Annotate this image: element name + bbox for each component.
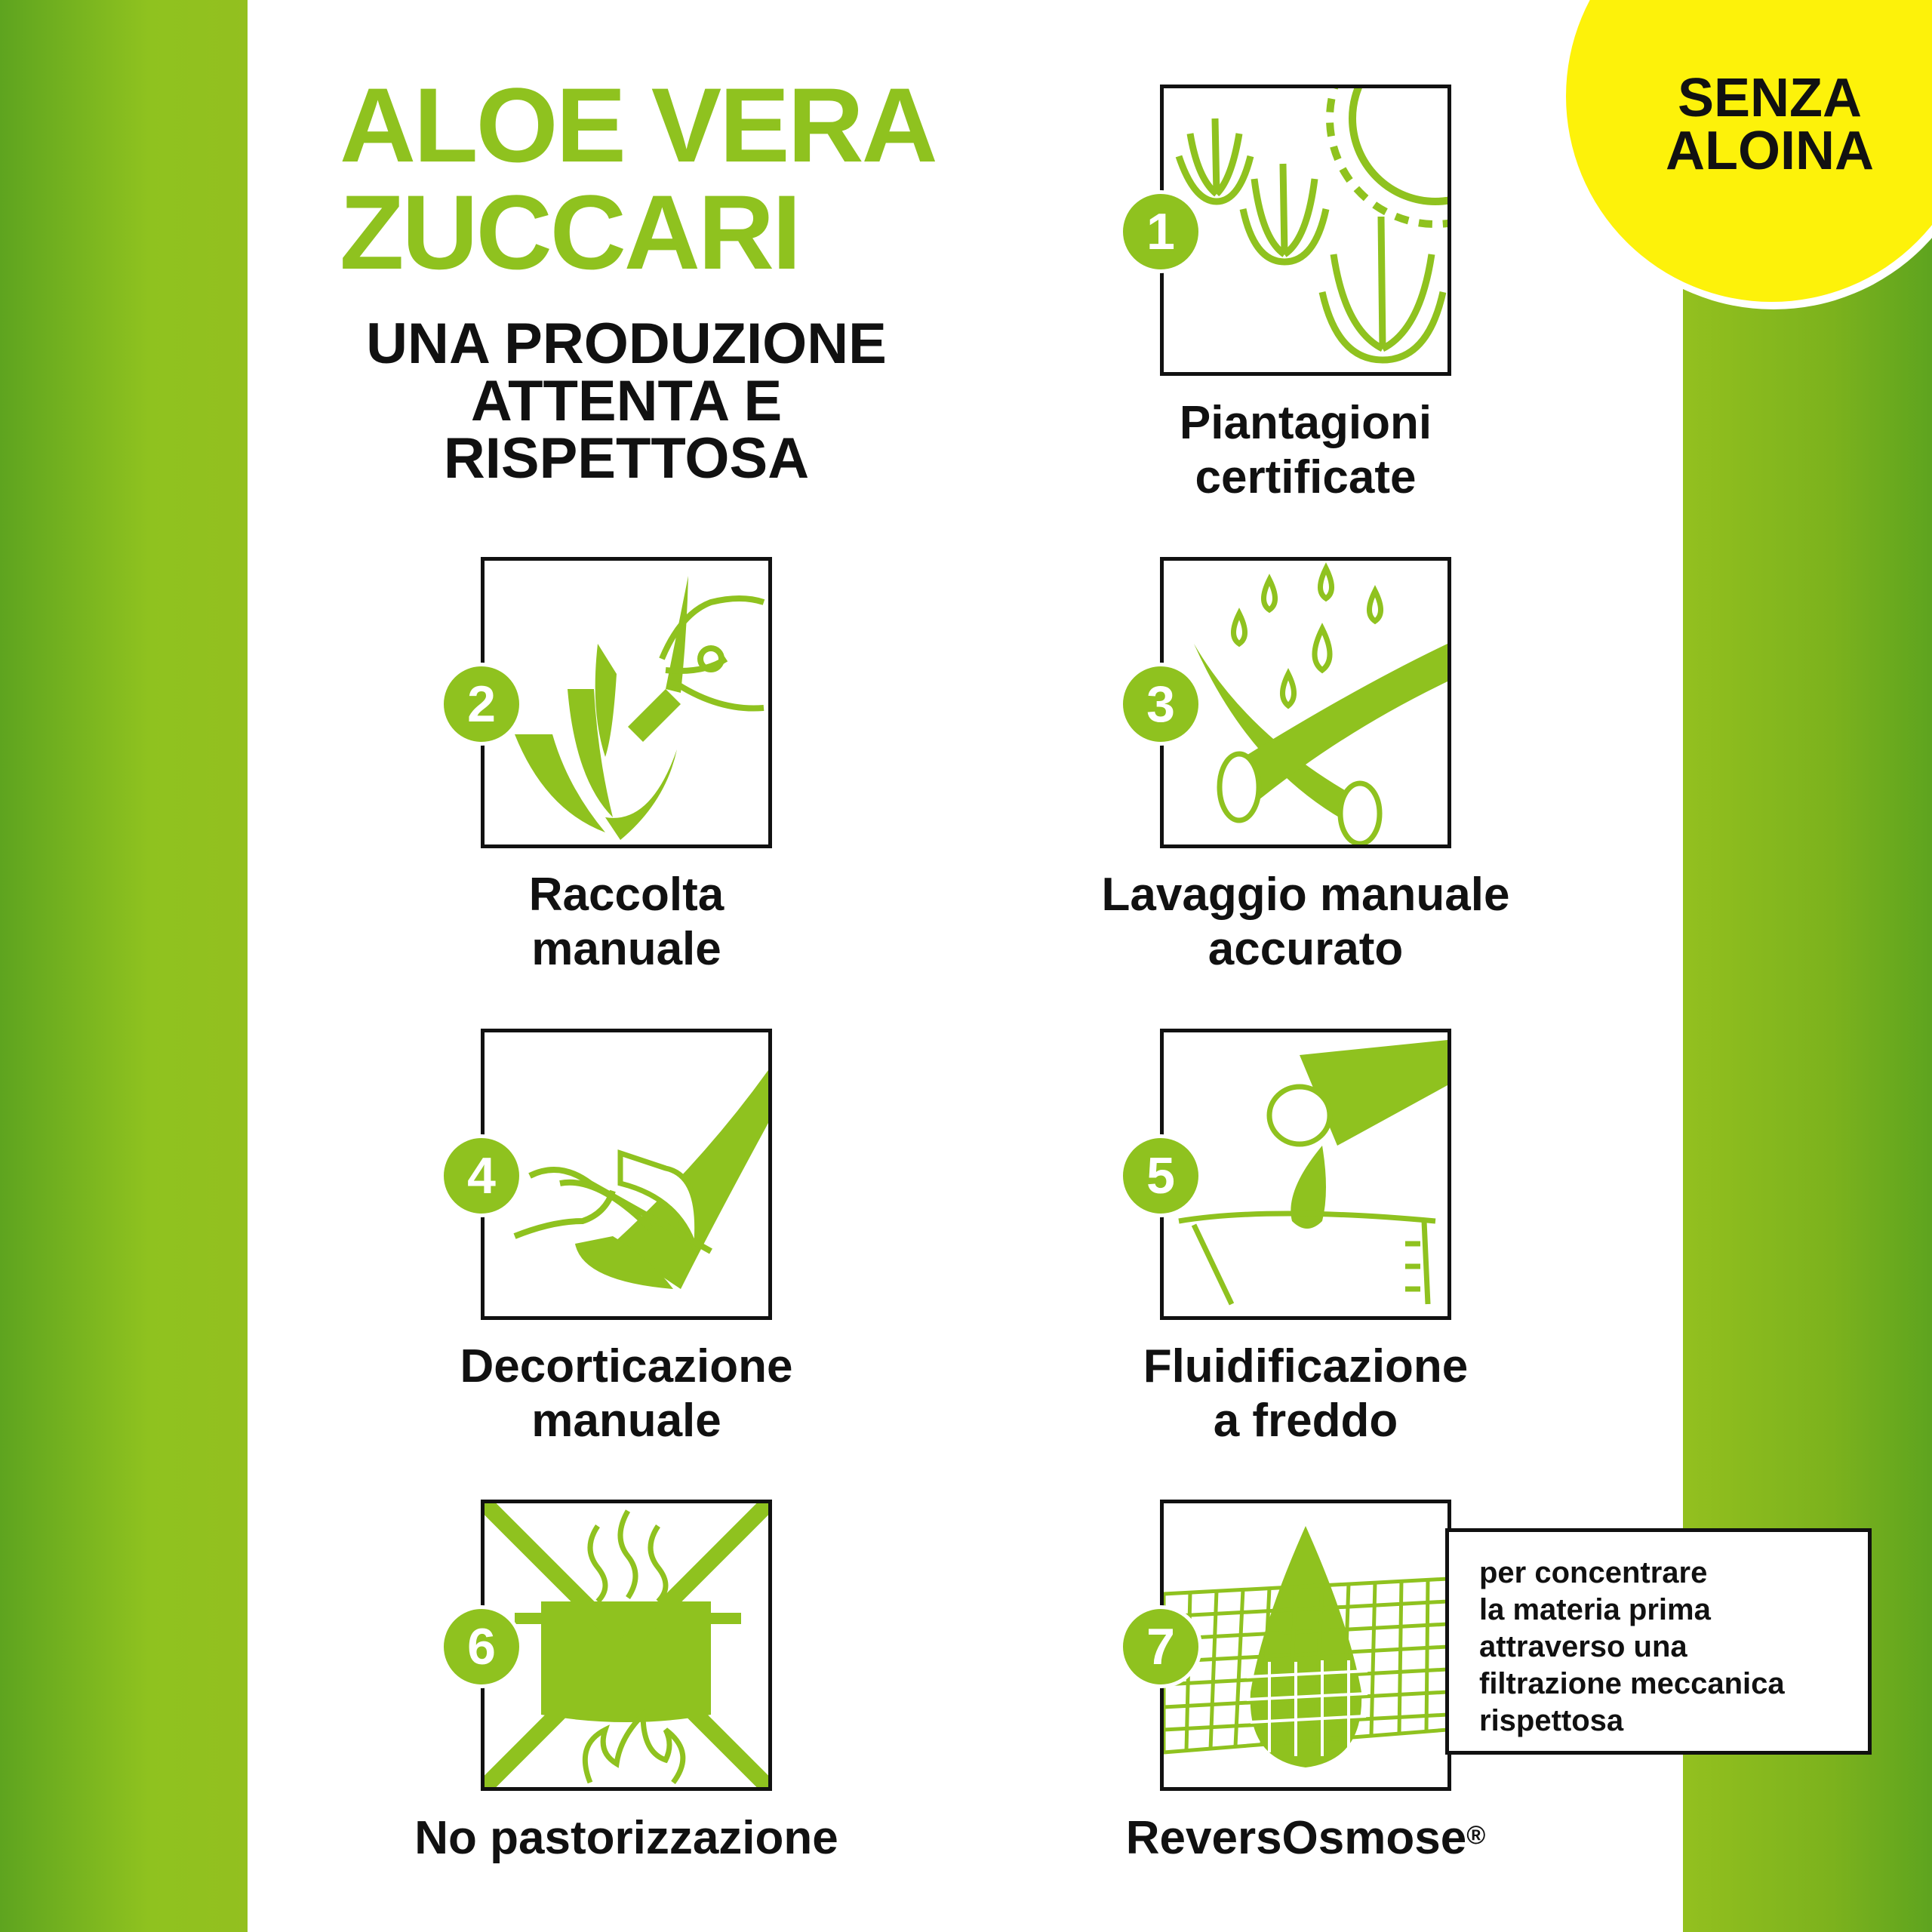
hand-harvesting-aloe-icon — [481, 557, 772, 848]
badge-text: SENZA ALOINA — [1666, 68, 1874, 181]
step-number-5: 5 — [1119, 1134, 1202, 1217]
reversosmose-note: per concentrare la materia prima attraverso una filtrazione meccanica rispettosa — [1445, 1528, 1872, 1755]
step-caption-1: Piantagioni certificate — [1179, 397, 1432, 503]
no-boiling-pot-icon — [481, 1500, 772, 1791]
step-number-6: 6 — [440, 1605, 523, 1688]
registered-mark: ® — [1466, 1821, 1486, 1850]
aloe-plantation-sun-icon — [1160, 85, 1451, 376]
page-subtitle: UNA PRODUZIONE ATTENTA E RISPETTOSA — [366, 312, 887, 491]
aloe-gel-drop-beaker-icon — [1160, 1029, 1451, 1320]
page-title: ALOE VERA ZUCCARI — [340, 66, 936, 291]
drop-filter-mesh-icon — [1160, 1500, 1451, 1791]
step-caption-2: Raccolta manuale — [528, 869, 724, 975]
step-caption-7: ReversOsmose® — [1125, 1812, 1486, 1864]
step-caption-3: Lavaggio manuale accurato — [1101, 869, 1510, 975]
step-number-2: 2 — [440, 663, 523, 746]
step-caption-5: Fluidificazione a freddo — [1143, 1340, 1469, 1447]
water-washing-aloe-icon — [1160, 557, 1451, 848]
step-caption-4: Decorticazione manuale — [460, 1340, 793, 1447]
step-number-7: 7 — [1119, 1605, 1202, 1688]
left-green-band — [0, 0, 248, 1932]
step-caption-6: No pastorizzazione — [414, 1812, 838, 1864]
step-number-3: 3 — [1119, 663, 1202, 746]
step-number-4: 4 — [440, 1134, 523, 1217]
step-number-1: 1 — [1119, 190, 1202, 273]
knife-peeling-aloe-icon — [481, 1029, 772, 1320]
